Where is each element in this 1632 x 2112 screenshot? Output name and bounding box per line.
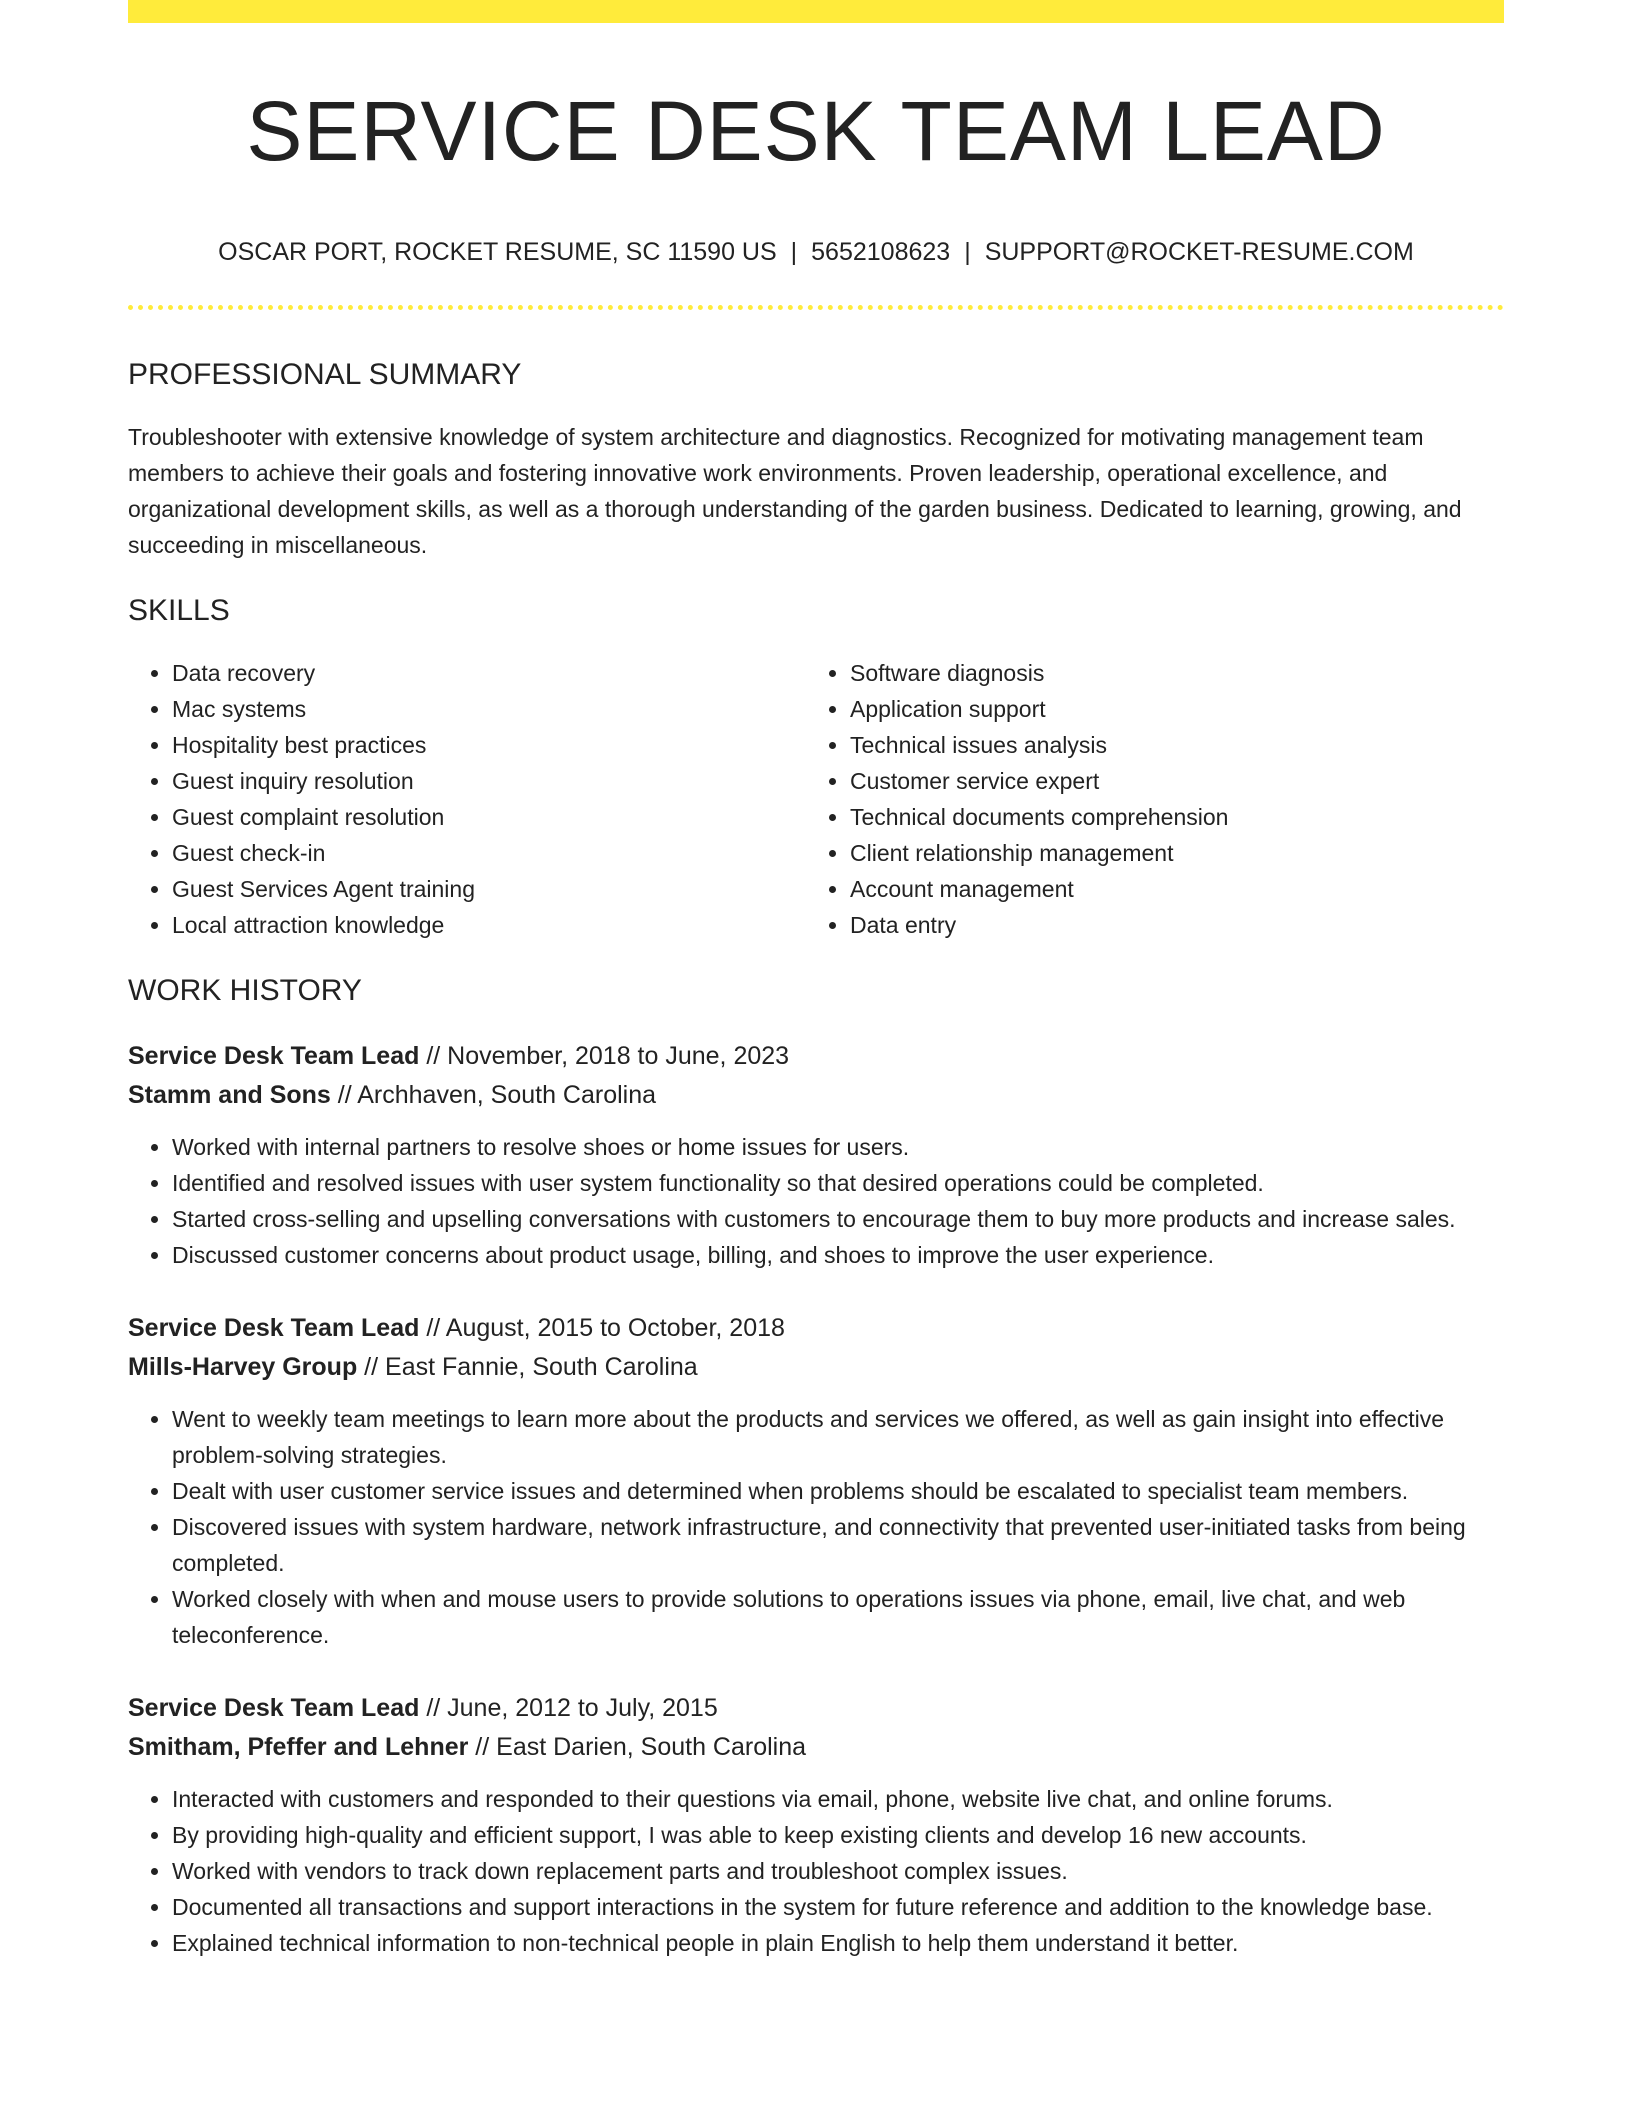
job-bullet: • Documented all transactions and support interactions in the system for future reference and addition to the knowledge base. <box>172 1889 1504 1925</box>
skill-item: • Guest Services Agent training <box>172 871 806 907</box>
job-bullet: • Explained technical information to non-technical people in plain English to help them understand it better. <box>172 1925 1504 1961</box>
skill-item: • Technical issues analysis <box>850 727 1484 763</box>
job-company-line <box>128 1076 1504 1115</box>
summary-heading: PROFESSIONAL SUMMARY <box>128 358 522 392</box>
skill-item: • Account management <box>850 871 1484 907</box>
contact-address: OSCAR PORT, ROCKET RESUME, SC 11590 US <box>218 238 777 267</box>
header-divider <box>128 305 1504 310</box>
job-bullet: • Started cross-selling and upselling conversations with customers to encourage them to buy more products and increase sales. <box>172 1201 1504 1237</box>
job-bullet-list <box>128 1781 1504 1961</box>
accent-bar <box>128 0 1504 23</box>
resume-title: SERVICE DESK TEAM LEAD <box>246 84 1386 178</box>
job-entry <box>128 1689 1504 1961</box>
job-bullet: • Discovered issues with system hardware, network infrastructure, and connectivity that prevented user-initiated tasks from being completed. <box>172 1509 1504 1581</box>
job-dates: // August, 2015 to October, 2018 <box>419 1314 785 1343</box>
skill-item: • Client relationship management <box>850 835 1484 871</box>
job-role-line <box>128 1037 1504 1076</box>
job-company-line <box>128 1728 1504 1767</box>
job-dates: // June, 2012 to July, 2015 <box>419 1694 718 1723</box>
job-bullet: • Worked with internal partners to resolve shoes or home issues for users. <box>172 1129 1504 1165</box>
skills-list-left <box>128 655 806 943</box>
skills-heading: SKILLS <box>128 594 230 628</box>
job-role-line <box>128 1689 1504 1728</box>
job-bullet: • Identified and resolved issues with user system functionality so that desired operations could be completed. <box>172 1165 1504 1201</box>
skill-item: • Guest inquiry resolution <box>172 763 806 799</box>
job-bullet: • Discussed customer concerns about product usage, billing, and shoes to improve the user experience. <box>172 1237 1504 1273</box>
job-company: Stamm and Sons <box>128 1081 331 1110</box>
job-location: // East Fannie, South Carolina <box>357 1353 698 1382</box>
job-company: Mills-Harvey Group <box>128 1353 358 1382</box>
job-location: // Archhaven, South Carolina <box>330 1081 657 1110</box>
job-role: Service Desk Team Lead <box>128 1694 420 1723</box>
contact-phone: 5652108623 <box>811 238 951 267</box>
skills-grid <box>128 655 1504 943</box>
job-location: // East Darien, South Carolina <box>468 1733 807 1762</box>
job-role: Service Desk Team Lead <box>128 1314 420 1343</box>
job-role: Service Desk Team Lead <box>128 1042 420 1071</box>
job-entry <box>128 1309 1504 1653</box>
job-bullet-list <box>128 1129 1504 1273</box>
skill-item: • Guest complaint resolution <box>172 799 806 835</box>
skills-list-right <box>806 655 1484 943</box>
skill-item: • Customer service expert <box>850 763 1484 799</box>
job-role-line <box>128 1309 1504 1348</box>
summary-text: Troubleshooter with extensive knowledge of system architecture and diagnostics. Recognized for motivating management team members to achieve their goals and fostering innovative work environments. Proven leadership, operational excellence, and organizational development skills, as well as a thorough understanding of the garden business. Dedicated to learning, growing, and succeeding in miscellaneous. <box>128 424 1462 559</box>
job-company: Smitham, Pfeffer and Lehner <box>128 1733 469 1762</box>
job-bullet: • Worked closely with when and mouse users to provide solutions to operations issues via phone, email, live chat, and web teleconference. <box>172 1581 1504 1653</box>
skill-item: • Software diagnosis <box>850 655 1484 691</box>
contact-line <box>128 237 1504 267</box>
skill-item: • Data recovery <box>172 655 806 691</box>
skill-item: • Technical documents comprehension <box>850 799 1484 835</box>
job-bullet: • By providing high-quality and efficient support, I was able to keep existing clients and develop 16 new accounts. <box>172 1817 1504 1853</box>
resume-page <box>128 0 1504 1961</box>
skill-item: • Guest check-in <box>172 835 806 871</box>
work-history-list <box>128 1037 1504 1961</box>
skill-item: • Data entry <box>850 907 1484 943</box>
contact-separator: | <box>790 238 798 267</box>
contact-separator: | <box>964 238 971 267</box>
job-bullet: • Worked with vendors to track down replacement parts and troubleshoot complex issues. <box>172 1853 1504 1889</box>
job-bullet: • Dealt with user customer service issues and determined when problems should be escalated to specialist team members. <box>172 1473 1504 1509</box>
contact-email: SUPPORT@ROCKET-RESUME.COM <box>984 238 1414 267</box>
job-entry <box>128 1037 1504 1273</box>
job-bullet-list <box>128 1401 1504 1653</box>
job-bullet: • Went to weekly team meetings to learn more about the products and services we offered, as well as gain insight into effective problem-solving strategies. <box>172 1401 1504 1473</box>
skill-item: • Local attraction knowledge <box>172 907 806 943</box>
job-bullet: • Interacted with customers and responded to their questions via email, phone, website live chat, and online forums. <box>172 1781 1504 1817</box>
skill-item: • Hospitality best practices <box>172 727 806 763</box>
skill-item: • Mac systems <box>172 691 806 727</box>
work-history-heading: WORK HISTORY <box>128 974 362 1008</box>
skill-item: • Application support <box>850 691 1484 727</box>
job-dates: // November, 2018 to June, 2023 <box>419 1042 790 1071</box>
job-company-line <box>128 1348 1504 1387</box>
